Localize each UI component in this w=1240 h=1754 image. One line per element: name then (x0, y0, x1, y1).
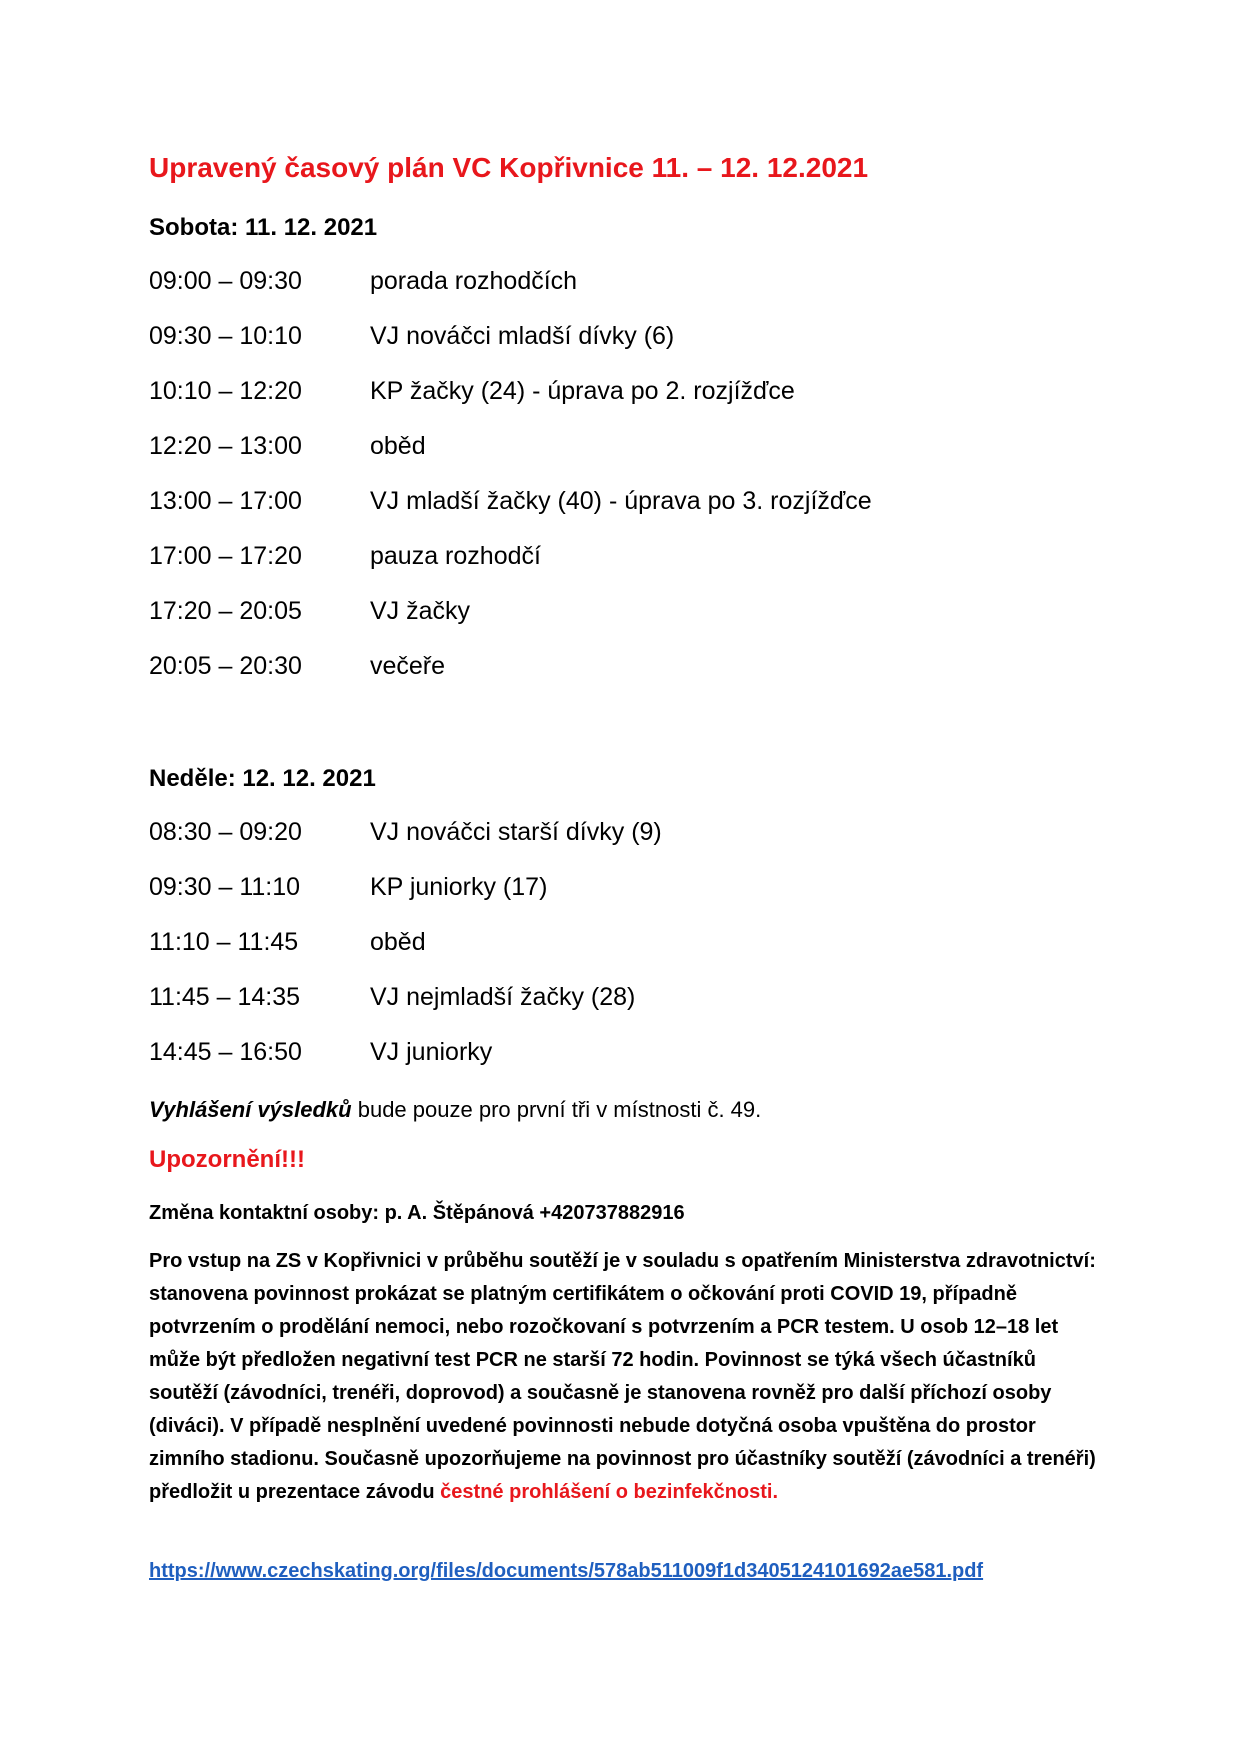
covid-notice-highlight: čestné prohlášení o bezinfekčnosti. (440, 1481, 779, 1503)
schedule-time: 08:30 – 09:20 (149, 818, 302, 846)
covid-notice-text: Pro vstup na ZS v Kopřivnici v průběhu soutěží je v souladu s opatřením Ministerstva zdravotnictví: stanovena povinnost prokázat se platným certifikátem o očkování proti COVID 19, případně potvrzením o prodělání nemoci, nebo rozočkovaní s potvrzením a PCR testem. U osob 12–18 let může být předložen negativní test PCR ne starší 72 hodin. Povinnost se týká všech účastníků soutěží (závodníci, trenéři, doprovod) a současně je stanovena rovněž pro další příchozí osoby (diváci). V případě nesplnění uvedené povinnosti nebude dotyčná osoba vpuštěna do prostor zimního stadionu. Současně upozorňujeme na povinnost pro účastníky soutěží (závodníci a trenéři) předložit u prezentace závodu (149, 1250, 1096, 1503)
document-title: Upravený časový plán VC Kopřivnice 11. – 12. 12.2021 (149, 152, 869, 183)
schedule-time: 09:30 – 11:10 (149, 873, 301, 901)
schedule-time: 11:45 – 14:35 (149, 983, 301, 1011)
schedule-event: VJ nováčci mladší dívky (6) (370, 322, 675, 350)
schedule-event: VJ juniorky (370, 1038, 493, 1066)
schedule-event: VJ mladší žačky (40) - úprava po 3. rozjížďce (370, 487, 872, 515)
schedule-time: 14:45 – 16:50 (149, 1038, 302, 1066)
schedule-event: porada rozhodčích (370, 267, 578, 295)
schedule-event: KP žačky (24) - úprava po 2. rozjížďce (370, 377, 795, 405)
results-note-text: bude pouze pro první tři v místnosti č. 49. (351, 1097, 762, 1122)
schedule-event: oběd (370, 928, 426, 956)
schedule-event: VJ nováčci starší dívky (9) (370, 818, 662, 846)
schedule-time: 09:00 – 09:30 (149, 267, 302, 295)
schedule-event: večeře (370, 652, 446, 680)
schedule-time: 17:20 – 20:05 (149, 597, 302, 625)
schedule-time: 09:30 – 10:10 (149, 322, 302, 350)
results-note-emphasis: Vyhlášení výsledků (149, 1097, 352, 1122)
schedule-event: pauza rozhodčí (370, 542, 541, 570)
saturday-heading: Sobota: 11. 12. 2021 (149, 214, 378, 241)
schedule-time: 10:10 – 12:20 (149, 377, 302, 405)
warning-heading: Upozornění!!! (149, 1146, 305, 1173)
schedule-time: 13:00 – 17:00 (149, 487, 302, 515)
schedule-time: 17:00 – 17:20 (149, 542, 302, 570)
contact-change: Změna kontaktní osoby: p. A. Štěpánová +420737882916 (149, 1202, 685, 1224)
schedule-event: KP juniorky (17) (370, 873, 548, 901)
schedule-event: oběd (370, 432, 426, 460)
sunday-heading: Neděle: 12. 12. 2021 (149, 765, 376, 792)
schedule-event: VJ žačky (370, 597, 471, 625)
declaration-link[interactable]: https://www.czechskating.org/files/documents/578ab511009f1d3405124101692ae581.pdf (149, 1560, 984, 1582)
schedule-event: VJ nejmladší žačky (28) (370, 983, 636, 1011)
covid-notice (149, 1245, 1099, 1509)
schedule-time: 11:10 – 11:45 (149, 928, 299, 956)
results-note (149, 1097, 761, 1123)
schedule-time: 20:05 – 20:30 (149, 652, 302, 680)
schedule-time: 12:20 – 13:00 (149, 432, 302, 460)
